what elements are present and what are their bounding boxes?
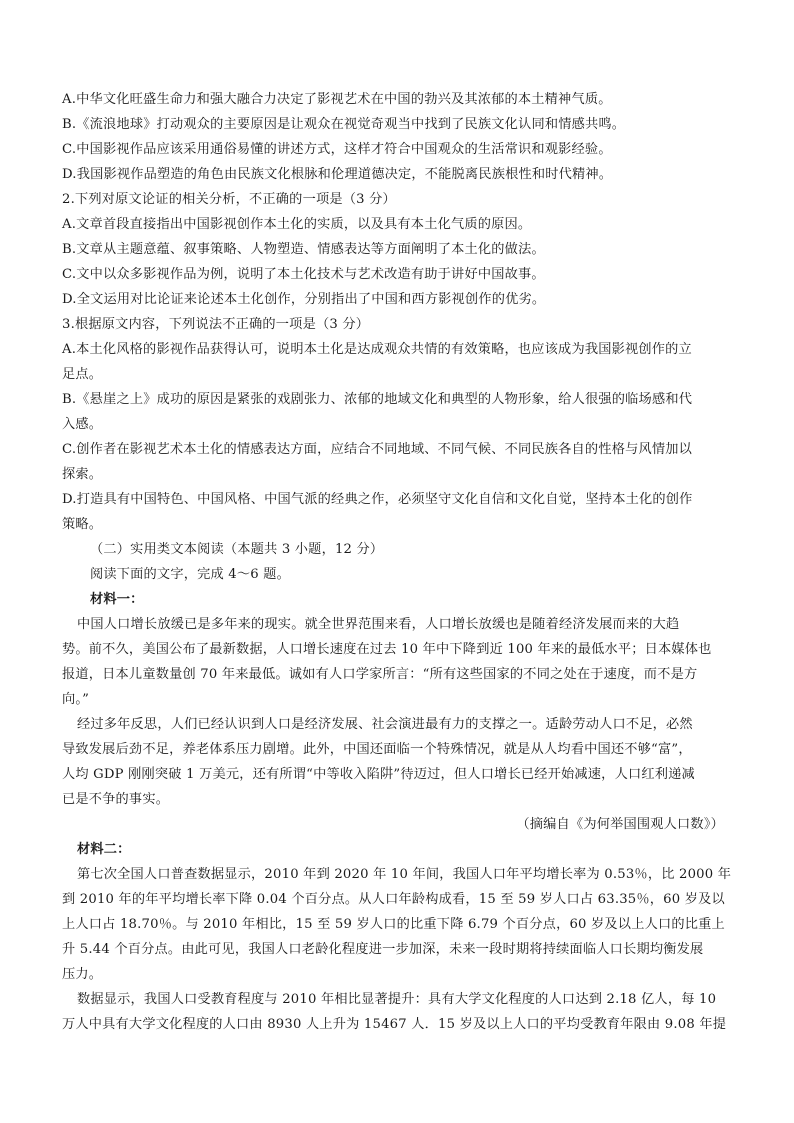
- option-b-q3-line2: 入感。: [62, 417, 103, 432]
- material-1-p1-line1: 中国人口增长放缓已是多年来的现实。就全世界范围来看，人口增长放缓也是随着经济发展而来的大趋: [77, 617, 680, 632]
- section-2-instruction: 阅读下面的文字，完成 4～6 题。: [90, 567, 291, 582]
- material-1-p2-line1: 经过多年反思，人们已经认识到人口是经济发展、社会演进最有力的支撑之一。适龄劳动人口不足，必然: [77, 717, 693, 732]
- option-b-q3-line1: B.《悬崖之上》成功的原因是紧张的戏剧张力、浓郁的地域文化和典型的人物形象，给人很强的临场感和代: [62, 392, 693, 407]
- option-a-q2: A.文章首段直接指出中国影视创作本土化的实质，以及具有本土化气质的原因。: [62, 217, 532, 232]
- option-c-q3-line1: C.创作者在影视艺术本土化的情感表达方面，应结合不同地域、不同气候、不同民族各自的性格与风情加以: [62, 442, 693, 457]
- material-2-p1-line3: 上人口占 18.70％。与 2010 年相比，15 至 59 岁人口的比重下降 6.79 个百分点，60 岁及以上人口的比重上: [62, 917, 725, 932]
- material-1-p2-line4: 已是不争的事实。: [62, 792, 170, 807]
- option-a-q3-line1: A.本土化风格的影视作品获得认可，说明本土化是达成观众共情的有效策略，也应该成为我国影视创作的立: [62, 342, 692, 357]
- option-c-q3-line2: 探索。: [62, 467, 103, 482]
- material-2-p1-line2: 到 2010 年的年平均增长率下降 0.04 个百分点。从人口年龄构成看，15 至 59 岁人口占 63.35％，60 岁及以: [62, 892, 725, 907]
- option-c-q1: C.中国影视作品应该采用通俗易懂的讲述方式，这样才符合中国观众的生活常识和观影经验。: [62, 142, 612, 157]
- option-b-q1: B.《流浪地球》打动观众的主要原因是让观众在视觉奇观当中找到了民族文化认同和情感共鸣。: [62, 117, 626, 132]
- option-a-q1: A.中华文化旺盛生命力和强大融合力决定了影视艺术在中国的勃兴及其浓郁的本土精神气质。: [62, 92, 612, 107]
- question-2-stem: 2.下列对原文论证的相关分析，不正确的一项是（3 分）: [62, 192, 396, 207]
- option-b-q2: B.文章从主题意蕴、叙事策略、人物塑造、情感表达等方面阐明了本土化的做法。: [62, 242, 545, 257]
- material-1-p2-line3: 人均 GDP 刚刚突破 1 万美元，还有所谓“中等收入陷阱”待迈过，但人口增长已经开始减速，人口红利递减: [62, 767, 695, 782]
- section-2-heading: （二）实用类文本阅读（本题共 3 小题，12 分）: [90, 542, 384, 557]
- material-1-title: 材料一：: [90, 592, 144, 607]
- material-2-p2-line2: 万人中具有大学文化程度的人口由 8930 人上升为 15467 人．15 岁及以上人口的平均受教育年限由 9.08 年提: [62, 1017, 727, 1032]
- question-3-stem: 3.根据原文内容，下列说法不正确的一项是（3 分）: [62, 317, 370, 332]
- material-2-p1-line1: 第七次全国人口普查数据显示，2010 年到 2020 年 10 年间，我国人口年平均增长率为 0.53％，比 2000 年: [77, 867, 732, 882]
- material-1-p1-line2: 势。前不久，美国公布了最新数据，人口增长速度在过去 10 年中下降到近 100 年来的最低水平；日本媒体也: [62, 642, 712, 657]
- option-a-q3-line2: 足点。: [62, 367, 103, 382]
- material-1-source: （摘编自《为何举国围观人口数》）: [516, 817, 724, 832]
- option-d-q1: D.我国影视作品塑造的角色由民族文化根脉和伦理道德决定，不能脱离民族根性和时代精神。: [62, 167, 613, 182]
- material-1-p2-line2: 导致发展后劲不足，养老体系压力剧增。此外，中国还面临一个特殊情况，就是从人均看中国还不够“富”，: [62, 742, 692, 757]
- material-1-p1-line3: 报道，日本儿童数量创 70 年来最低。诚如有人口学家所言：“所有这些国家的不同之处在于速度，而不是方: [62, 667, 698, 682]
- material-1-p1-line4: 向。”: [62, 692, 90, 707]
- material-2-p1-line5: 压力。: [62, 967, 103, 982]
- option-d-q2: D.全文运用对比论证来论述本土化创作，分别指出了中国和西方影视创作的优劣。: [62, 292, 546, 307]
- option-c-q2: C.文中以众多影视作品为例，说明了本土化技术与艺术改造有助于讲好中国故事。: [62, 267, 545, 282]
- option-d-q3-line1: D.打造具有中国特色、中国风格、中国气派的经典之作，必须坚守文化自信和文化自觉，坚持本土化的创作: [62, 492, 693, 507]
- material-2-p1-line4: 升 5.44 个百分点。由此可见，我国人口老龄化程度进一步加深，未来一段时期将持续面临人口长期均衡发展: [62, 942, 704, 957]
- material-2-title: 材料二：: [77, 842, 131, 857]
- option-d-q3-line2: 策略。: [62, 517, 103, 532]
- material-2-p2-line1: 数据显示，我国人口受教育程度与 2010 年相比显著提升：具有大学文化程度的人口达到 2.18 亿人，每 10: [77, 992, 717, 1007]
